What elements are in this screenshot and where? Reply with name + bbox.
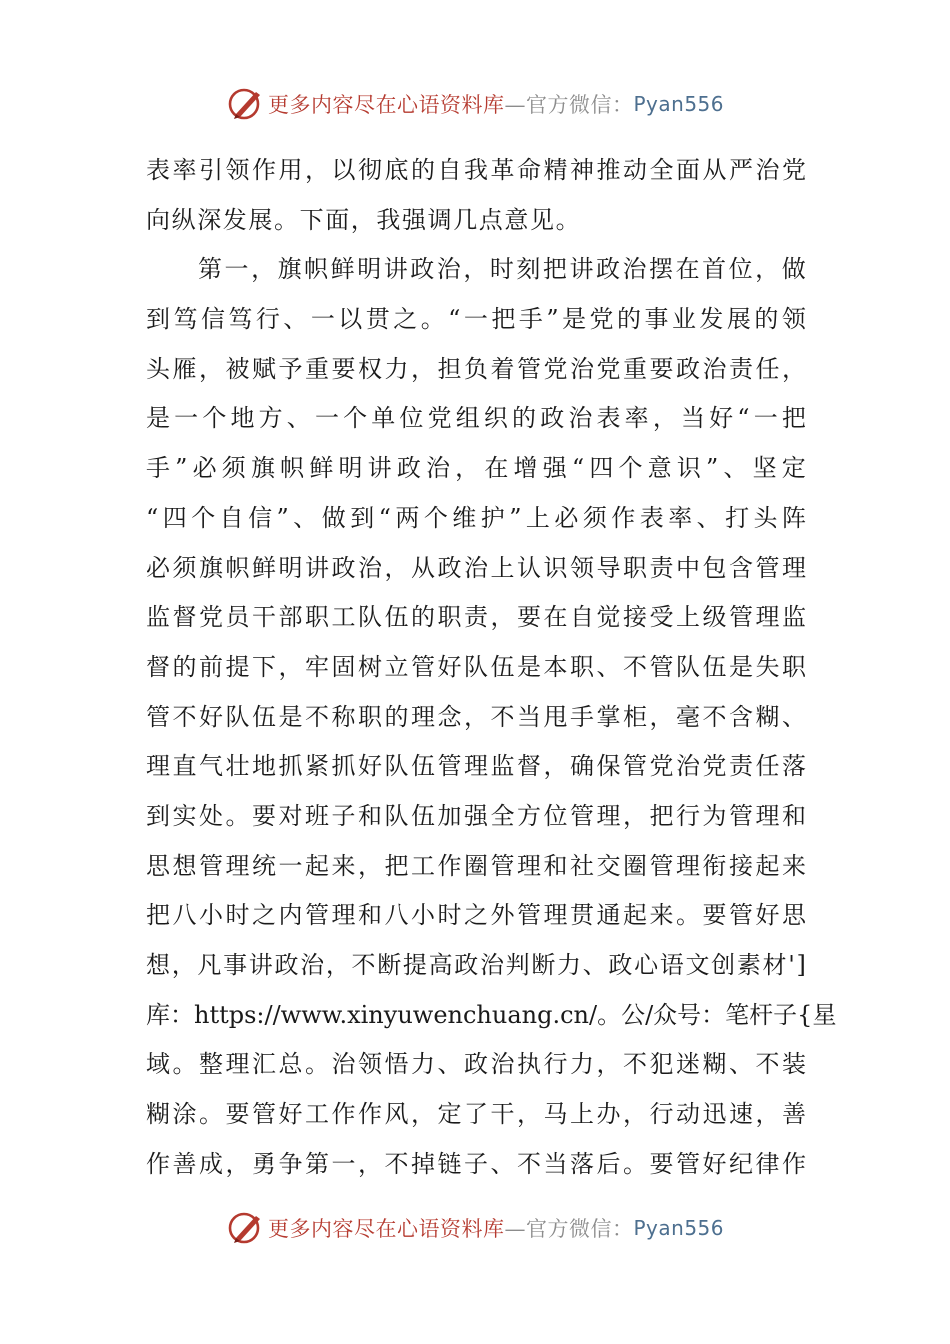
text-line: 糊 涂 。 要 管 好 工 作 作 风 ， 定 了 干 ， 马 上 办 ， 行 动 迅 速 ， 善 xyxy=(146,1100,806,1129)
banner-title: 更多内容尽在心语资料库 xyxy=(267,93,505,117)
text-line: 作 善 成 ， 勇 争 第 一 ， 不 掉 链 子 、 不 当 落 后 。 要 管 好 纪 律 作 xyxy=(146,1149,806,1178)
text-line: 库 ： https://www.xinyuwenchuang.cn/ 。 公 / 众 号 ： 笔 杆 子 { 星 xyxy=(146,1000,837,1029)
text-line: 必 须 旗 帜 鲜 明 讲 政 治 ， 从 政 治 上 认 识 领 导 职 责 中 包 含 管 理 xyxy=(146,553,806,582)
text-line: 把 八 小 时 之 内 管 理 和 八 小 时 之 外 管 理 贯 通 起 来 。 要 管 好 思 xyxy=(146,901,806,930)
pen-logo-icon xyxy=(226,84,266,124)
text-line: 域 。 整 理 汇 总 。 治 领 悟 力 、 政 治 执 行 力 ， 不 犯 迷 糊 、 不 装 xyxy=(146,1050,806,1079)
text-line: 思 想 管 理 统 一 起 来 ， 把 工 作 圈 管 理 和 社 交 圈 管 理 衔 接 起 来 xyxy=(146,851,806,880)
text-line: 是 一 个 地 方 、 一 个 单 位 党 组 织 的 政 治 表 率 ， 当 好 “ 一 把 xyxy=(146,404,806,433)
text-line: 第 一 ， 旗 帜 鲜 明 讲 政 治 ， 时 刻 把 讲 政 治 摆 在 首 位 ， 做 xyxy=(198,255,806,284)
text-line: 监 督 党 员 干 部 职 工 队 伍 的 职 责 ， 要 在 自 觉 接 受 上 级 管 理 监 xyxy=(146,603,806,632)
text-line: 手 ” 必 须 旗 帜 鲜 明 讲 政 治 ， 在 增 强 “ 四 个 意 识 ” 、 坚 定 xyxy=(146,454,806,483)
text-line: “ 四 个 自 信 ” 、 做 到 “ 两 个 维 护 ” 上 必 须 作 表 率 、 打 头 阵 xyxy=(146,503,806,532)
text-line: 理 直 气 壮 地 抓 紧 抓 好 队 伍 管 理 监 督 ， 确 保 管 党 治 党 责 任 落 xyxy=(146,752,806,781)
watermark-banner-bottom xyxy=(0,1208,950,1248)
banner-separator: —官方微信： xyxy=(504,1217,634,1241)
text-line: 头 雁 ， 被 赋 予 重 要 权 力 ， 担 负 着 管 党 治 党 重 要 政 治 责 任 ， xyxy=(146,354,806,383)
banner-title: 更多内容尽在心语资料库 xyxy=(267,1217,505,1241)
text-line: 到 实 处 。 要 对 班 子 和 队 伍 加 强 全 方 位 管 理 ， 把 行 为 管 理 和 xyxy=(146,801,806,830)
text-line: 表 率 引 领 作 用 ， 以 彻 底 的 自 我 革 命 精 神 推 动 全 面 从 严 治 党 xyxy=(146,156,806,184)
text-line: 管 不 好 队 伍 是 不 称 职 的 理 念 ， 不 当 甩 手 掌 柜 ， 毫 不 含 糊 、 xyxy=(146,702,806,731)
banner-wechat-id: Pyan556 xyxy=(633,1216,724,1240)
banner-wechat-id: Pyan556 xyxy=(633,92,724,116)
pen-logo-icon xyxy=(226,1208,266,1248)
text-line: 想 ， 凡 事 讲 政 治 ， 不 断 提 高 政 治 判 断 力 、 政 心 语 文 创 素 材 ' ] xyxy=(146,951,806,979)
text-line: 到 笃 信 笃 行 、 一 以 贯 之 。 “ 一 把 手 ” 是 党 的 事 业 发 展 的 领 xyxy=(146,305,806,334)
text-line: 向纵深发展。下面，我强调几点意见。 xyxy=(146,205,582,234)
text-line: 督 的 前 提 下 ， 牢 固 树 立 管 好 队 伍 是 本 职 、 不 管 队 伍 是 失 职 xyxy=(146,652,806,681)
document-body xyxy=(146,146,837,1189)
banner-separator: —官方微信： xyxy=(504,93,634,117)
watermark-banner-top xyxy=(0,84,950,124)
